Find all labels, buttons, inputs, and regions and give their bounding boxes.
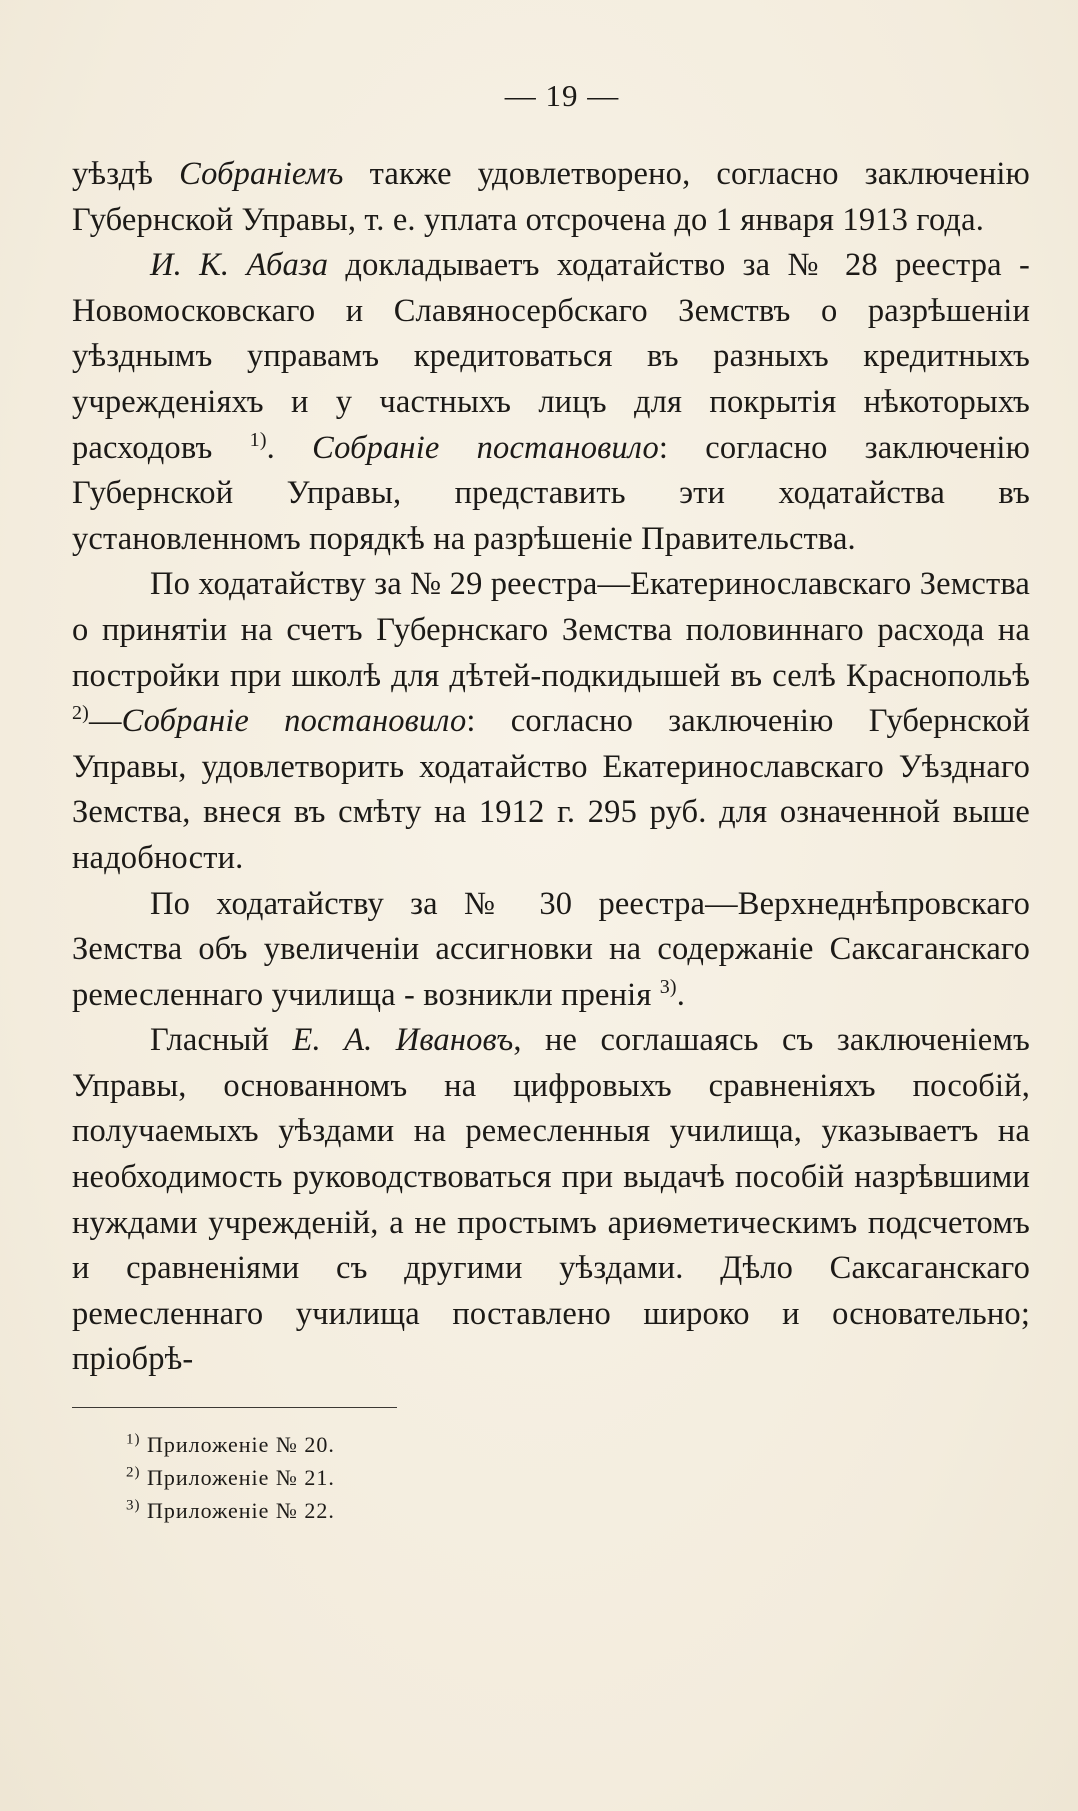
paragraph	[72, 882, 1030, 1019]
footnote-text: Приложеніе № 20.	[147, 1432, 335, 1458]
italic-text-run: Собраніе постановило	[312, 429, 659, 466]
footnote-ref: 3)	[659, 975, 677, 998]
text-run: .	[266, 429, 313, 466]
text-run: .	[676, 976, 685, 1013]
italic-text-run: Собраніемъ	[179, 156, 344, 192]
text-run: : согласно заключенію Губернской Управы, удовлетворить ходатайство Екатеринославскаго Уѣзднаго Земства, внеся въ смѣту на 1912 г. 295 руб. для означенной выше надобности.	[72, 703, 1030, 876]
footnote-divider	[72, 1407, 397, 1408]
text-run: Гласный	[150, 1022, 293, 1059]
page-number: — 19 —	[504, 78, 620, 113]
footnote-mark: 3)	[126, 1497, 141, 1514]
footnote-mark: 2)	[126, 1464, 141, 1481]
footnote-text: Приложеніе № 22.	[147, 1498, 335, 1524]
text-run: уѣздѣ	[72, 156, 180, 192]
footnotes	[72, 1428, 1030, 1527]
text-run: , не соглашаясь съ заключеніемъ Управы, основанномъ на цифровыхъ сравненіяхъ пособій, получаемыхъ уѣздами на ремесленныя училища, указываетъ на необходимость руководствоваться при выдачѣ пособій назрѣвшими нуждами учрежденій, а не простымъ ариѳметическимъ подсчетомъ и сравненіями съ другими уѣздами. Дѣло Саксаганскаго ремесленнаго училища поставлено широко и основательно; пріобрѣ-	[72, 1022, 1030, 1378]
paragraph	[72, 243, 1030, 562]
paragraph	[72, 1018, 1030, 1383]
text-run: докладываетъ ходатайство за № 28 реестра - Новомосковскаго и Славяносербскаго Земствъ о разрѣшеніи уѣзднымъ управамъ кредитоваться въ разныхъ кредитныхъ учрежденіяхъ и у частныхъ лицъ для покрытія нѣкоторыхъ расходовъ	[72, 247, 1030, 466]
footnote	[126, 1428, 1030, 1461]
text-run: также удовлетворено, согласно заключенію Губернской Управы, т. е. уплата отсрочена до 1 января 1913 года.	[72, 156, 1030, 238]
text-run: —	[88, 703, 122, 740]
footnote	[126, 1461, 1030, 1494]
italic-text-run: Собраніе постановило	[121, 703, 467, 740]
text-run: По ходатайству за № 30 реестра—Верхнеднѣпровскаго Земства объ увеличеніи ассигновки на содержаніе Саксаганскаго ремесленнаго училища - возникли пренія	[72, 885, 1030, 1013]
footnote-ref: 1)	[249, 428, 267, 451]
paragraph	[72, 152, 1030, 243]
text-run: : согласно заключенію Губернской Управы, представить эти ходатайства въ установленномъ порядкѣ на разрѣшеніе Правительства.	[72, 429, 1030, 557]
paragraph	[72, 562, 1030, 881]
body-text	[72, 152, 1030, 1383]
text-run: По ходатайству за № 29 реестра—Екатеринославскаго Земства о принятіи на счетъ Губернскаго Земства половиннаго расхода на постройки при школѣ для дѣтей-подкидышей въ селѣ Краснопольѣ	[72, 566, 1030, 694]
italic-text-run: И. К. Абаза	[150, 247, 329, 284]
footnote-text: Приложеніе № 21.	[147, 1465, 335, 1491]
footnote-mark: 1)	[126, 1431, 141, 1448]
italic-text-run: Е. А. Ивановъ	[292, 1022, 514, 1059]
footnote	[126, 1494, 1030, 1527]
footnote-ref: 2)	[72, 702, 89, 725]
